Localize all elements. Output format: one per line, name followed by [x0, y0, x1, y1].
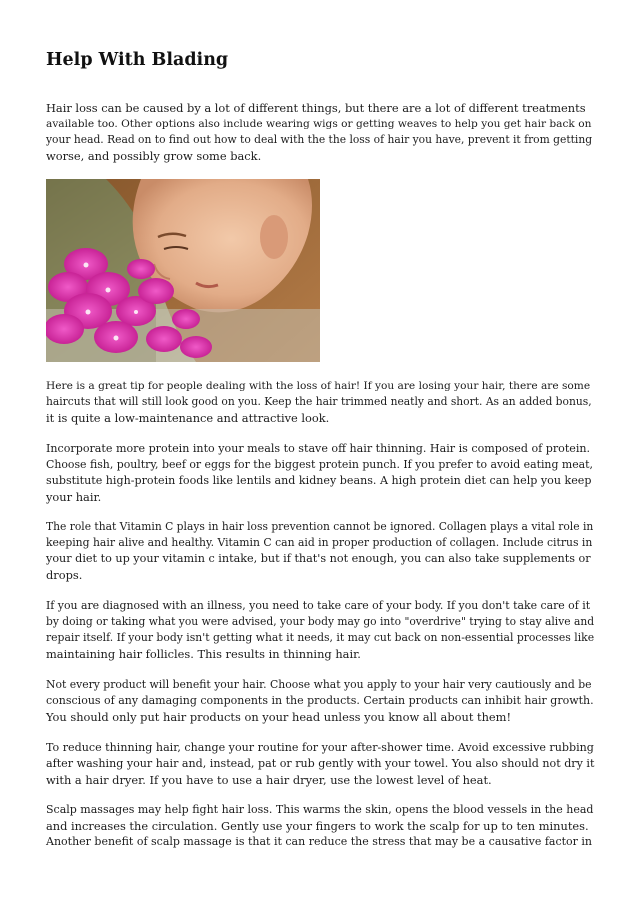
text-line: your hair.	[46, 490, 102, 504]
paragraph-vitamin-c	[46, 519, 594, 583]
text-line: drops.	[46, 568, 83, 582]
text-line: repair itself. If your body isn't getting what it needs, it may cut back on non-essential processes like	[46, 631, 595, 644]
text-line: Here is a great tip for people dealing with the loss of hair! If you are losing your hair, there are some	[46, 380, 591, 392]
paragraph-intro	[46, 100, 594, 164]
text-line: by doing or taking what you were advised, your body may go into "overdrive" trying to stay alive and	[46, 615, 595, 628]
text-line: Scalp massages may help fight hair loss. This warms the skin, opens the blood vessels in the head	[46, 803, 594, 816]
text-line: with a hair dryer. If you have to use a hair dryer, use the lowest level of heat.	[46, 773, 492, 787]
text-line: worse, and possibly grow some back.	[46, 149, 262, 163]
text-line: and increases the circulation. Gently use your fingers to work the scalp for up to ten minutes.	[46, 819, 589, 833]
text-line: The role that Vitamin C plays in hair loss prevention cannot be ignored. Collagen plays a vital role in	[46, 520, 594, 533]
woman-smelling-flowers-image	[46, 179, 320, 362]
text-line: If you are diagnosed with an illness, you need to take care of your body. If you don't take care of it	[46, 599, 591, 612]
paragraph-haircut-tip	[46, 378, 594, 426]
page-title: Help With Blading	[46, 50, 229, 70]
text-line: after washing your hair and, instead, pat or rub gently with your towel. You also should not dry it	[46, 757, 595, 770]
text-line: it is quite a low-maintenance and attractive look.	[46, 411, 330, 425]
text-line: Choose fish, poultry, beef or eggs for the biggest protein punch. If you prefer to avoid eating meat,	[46, 458, 593, 471]
text-line: your head. Read on to find out how to deal with the the loss of hair you have, prevent it from getting	[46, 133, 593, 146]
text-line: haircuts that will still look good on you. Keep the hair trimmed neatly and short. As an added bonus,	[46, 395, 592, 408]
paragraph-protein	[46, 441, 594, 505]
paragraph-illness	[46, 598, 594, 662]
text-line: You should only put hair products on your head unless you know all about them!	[46, 710, 512, 724]
text-line: Hair loss can be caused by a lot of different things, but there are a lot of different treatments	[46, 101, 586, 115]
paragraph-after-shower	[46, 740, 594, 788]
paragraph-scalp-massage	[46, 802, 594, 850]
text-line: maintaining hair follicles. This results in thinning hair.	[46, 647, 361, 661]
paragraph-products	[46, 677, 594, 725]
text-line: Another benefit of scalp massage is that it can reduce the stress that may be a causative factor in	[46, 835, 593, 848]
text-line: To reduce thinning hair, change your routine for your after-shower time. Avoid excessive rubbing	[46, 741, 594, 754]
text-line: conscious of any damaging components in the products. Certain products can inhibit hair growth.	[46, 694, 594, 707]
text-line: available too. Other options also include wearing wigs or getting weaves to help you get hair back on	[46, 118, 592, 130]
text-line: keeping hair alive and healthy. Vitamin C can aid in proper production of collagen. Include citrus in	[46, 536, 593, 549]
text-line: your diet to up your vitamin c intake, but if that's not enough, you can also take supplements or	[46, 552, 591, 565]
text-line: substitute high-protein foods like lentils and kidney beans. A high protein diet can help you keep	[46, 474, 592, 487]
text-line: Incorporate more protein into your meals to stave off hair thinning. Hair is composed of protein.	[46, 442, 591, 455]
text-line: Not every product will benefit your hair. Choose what you apply to your hair very cautiously and be	[46, 678, 592, 691]
